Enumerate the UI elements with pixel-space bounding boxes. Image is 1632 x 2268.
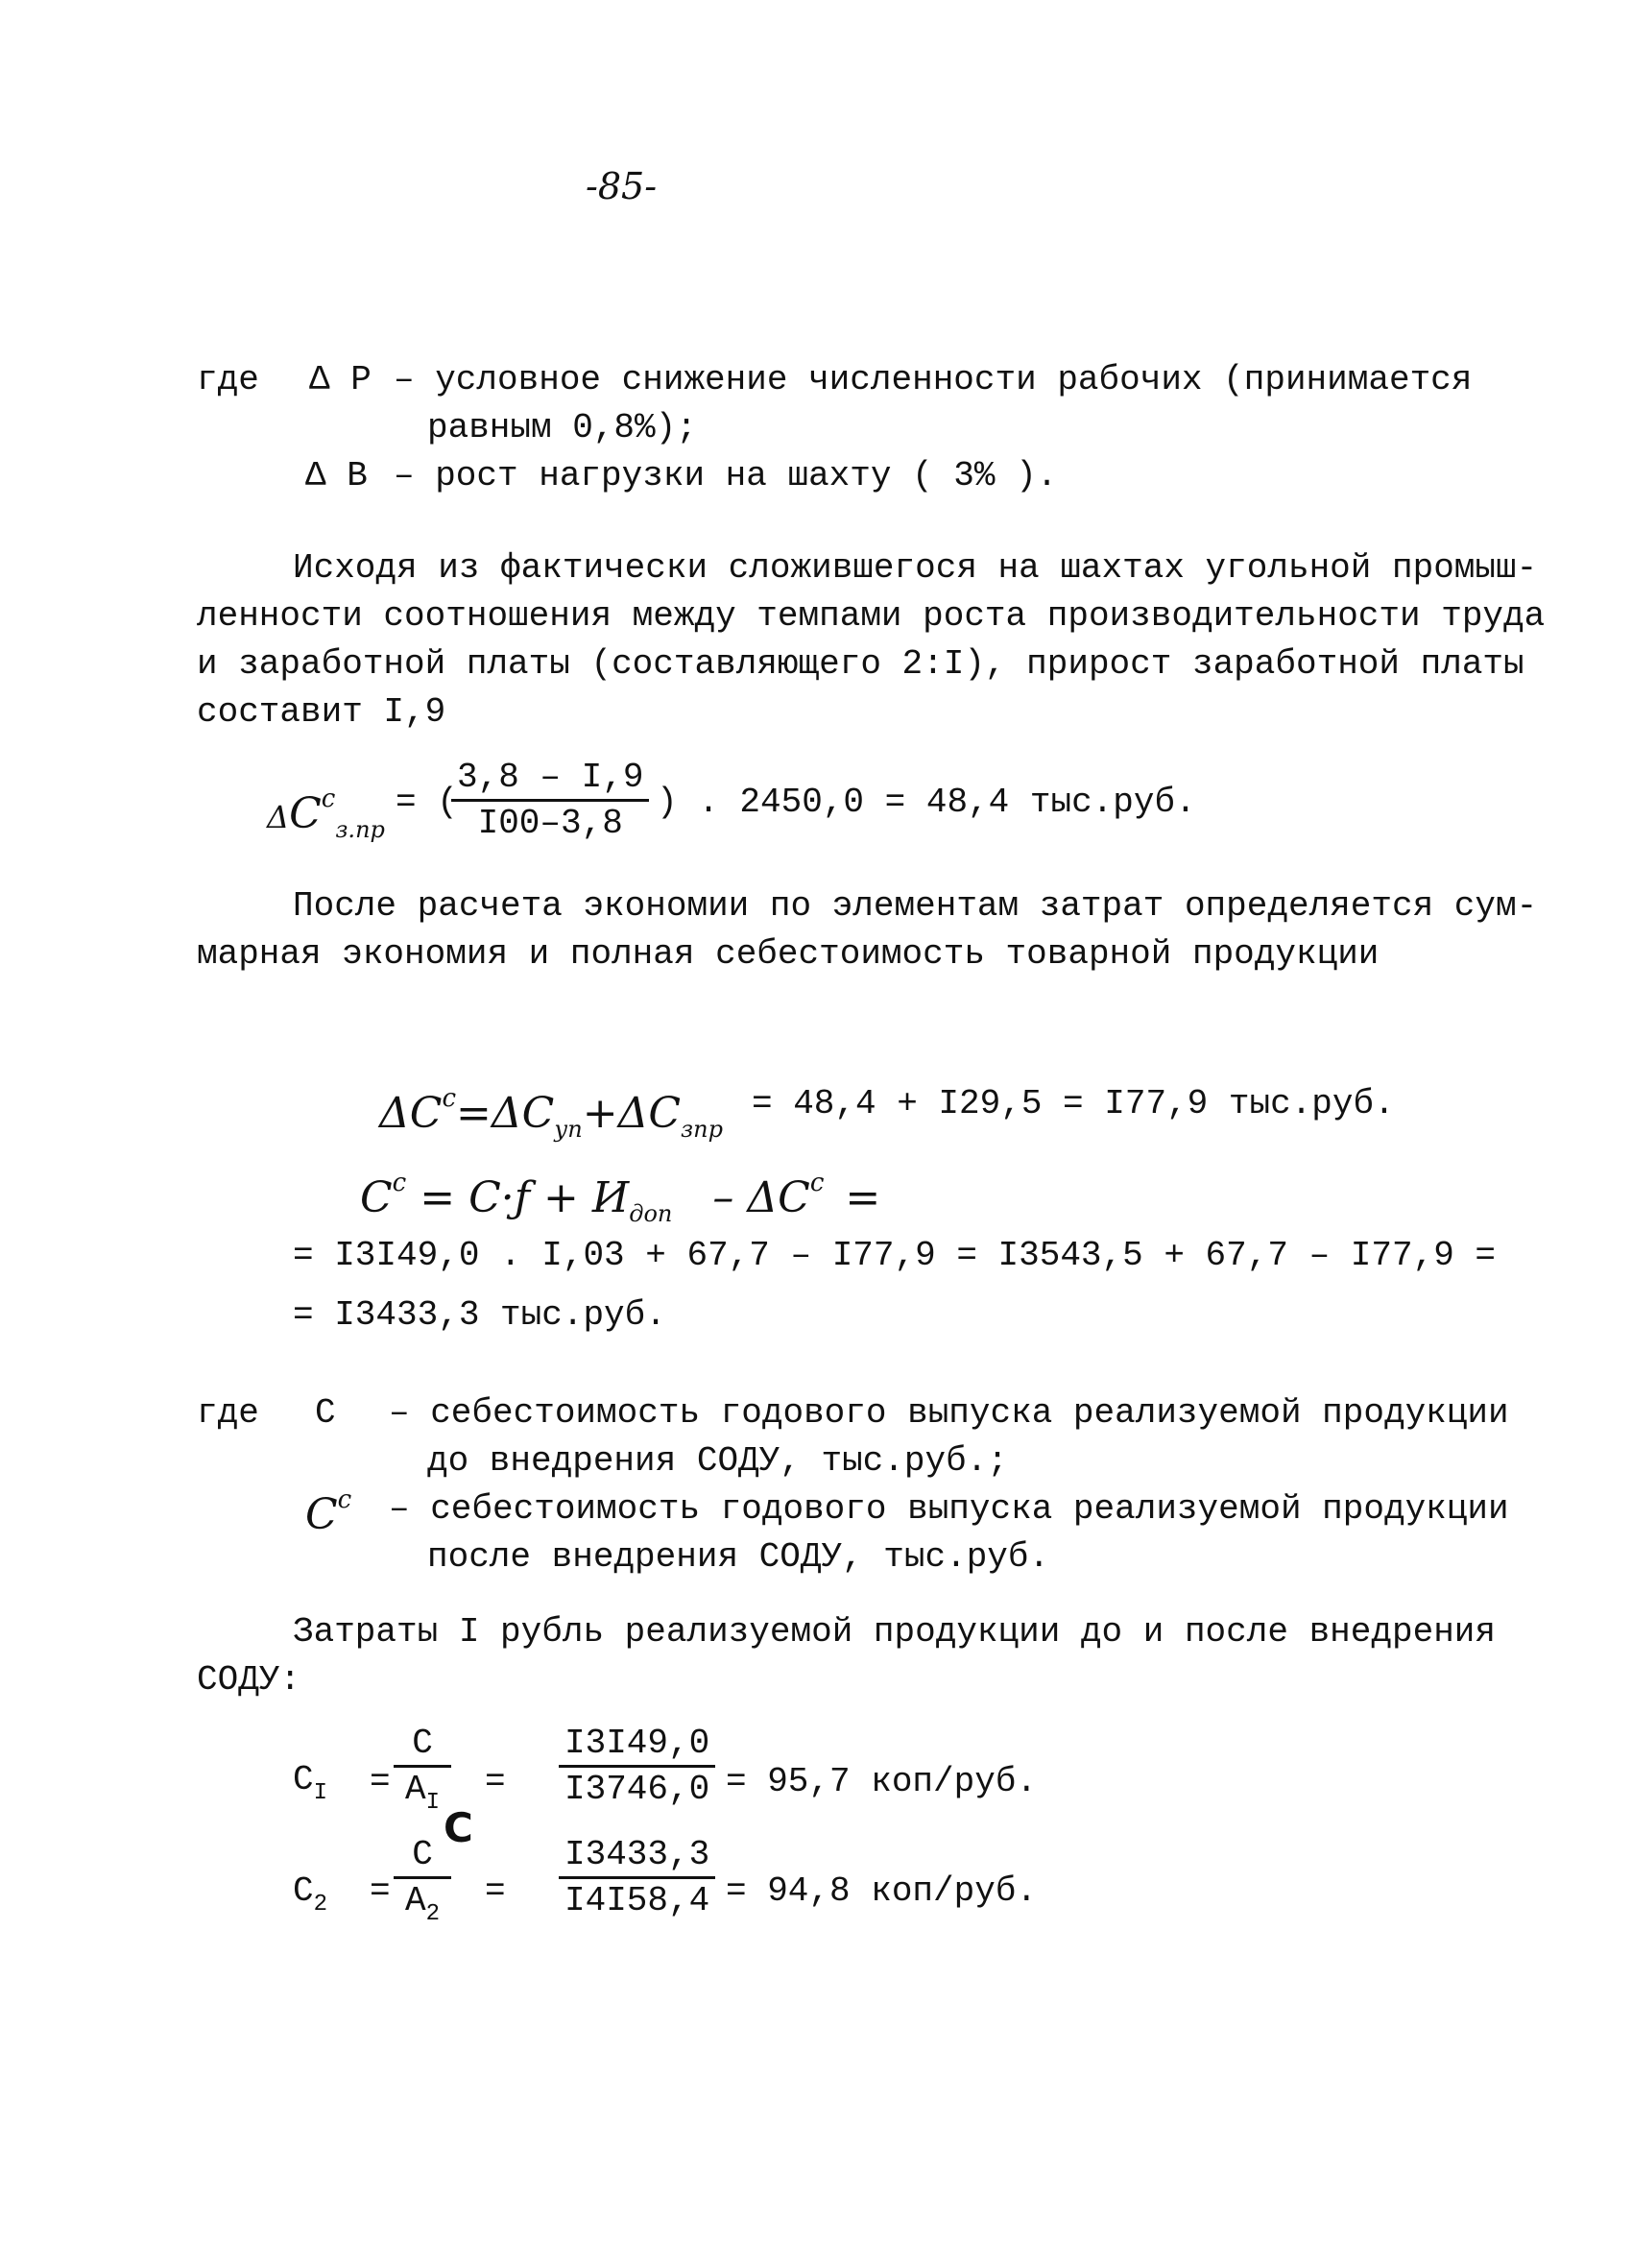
formula-1-denominator: I00–3,8	[477, 804, 623, 843]
paragraph-3-line-1: Затраты I рубль реализуемой продукции до и после внедрения	[293, 1612, 1497, 1652]
c-symbol: С	[315, 1393, 336, 1433]
cost-1-fraction: С $А_I$	[394, 1723, 451, 1825]
paragraph-1-line-2: ленности соотношения между темпами роста производительности труда	[197, 596, 1546, 636]
cost-2-eq: =	[370, 1871, 391, 1911]
paragraph-1-line-1: Исходя из фактически сложившегося на шахтах угольной промыш-	[293, 548, 1538, 588]
formula-1-eq: = (	[396, 783, 458, 822]
paragraph-2-line-2: марная экономия и полная себестоимость товарной продукции	[197, 934, 1380, 974]
formula-2-handwritten: $\Delta C^с=\Delta C_{уп}+\Delta C_{зпр}$	[379, 1084, 723, 1143]
cost-1-label: $С_I$	[293, 1760, 328, 1806]
cost-2-label: $С_2$	[293, 1871, 328, 1918]
delta-b-symbol: Δ В	[305, 456, 368, 495]
cost-2-fraction: С $А_2$	[394, 1834, 451, 1937]
paragraph-1-line-4: составит I,9	[197, 692, 446, 732]
cost-2-value-fraction: $\frac{I3433,3}{I4I58,4}$	[559, 1834, 715, 1923]
formula-3-handwritten: $C^с$ = C·ƒ + $И_{доп} - \Delta C^с$ =	[360, 1169, 881, 1227]
cost-1-result: = 95,7 коп/руб.	[726, 1762, 1038, 1801]
formula-1-rest: ) . 2450,0 = 48,4 тыс.руб.	[657, 783, 1196, 822]
paragraph-2-line-1: После расчета экономии по элементам затрат определяется сум-	[293, 886, 1538, 926]
c-text: – себестоимость годового выпуска реализуемой продукции	[389, 1393, 1509, 1433]
cc-text: – себестоимость годового выпуска реализуемой продукции	[389, 1489, 1509, 1529]
cost-2-result: = 94,8 коп/руб.	[726, 1871, 1038, 1911]
c-text-cont: до внедрения СОДУ, тыс.руб.;	[427, 1441, 1008, 1481]
formula-2-typed: = 48,4 + I29,5 = I77,9 тыс.руб.	[752, 1084, 1395, 1123]
cc-symbol: $C^с$	[305, 1485, 352, 1539]
paragraph-1-line-3: и заработной платы (составляющего 2:I), прирост заработной платы	[197, 644, 1524, 684]
handwritten-c-mark: С	[444, 1804, 473, 1851]
paragraph-3-line-2: СОДУ:	[197, 1660, 301, 1700]
cost-2-eq-2: =	[485, 1871, 506, 1911]
delta-p-text: – условное снижение численности рабочих (принимается	[394, 360, 1473, 399]
cost-1-eq-2: =	[485, 1762, 506, 1801]
delta-b-text: – рост нагрузки на шахту ( 3% ).	[394, 456, 1058, 495]
formula-1-fraction	[451, 757, 649, 846]
cc-text-cont: после внедрения СОДУ, тыс.руб.	[427, 1537, 1050, 1577]
formula-3-line-3: = I3433,3 тыс.руб.	[293, 1295, 666, 1335]
formula-3-line-2: = I3I49,0 . I,03 + 67,7 – I77,9 = I3543,5 + 67,7 – I77,9 =	[293, 1236, 1497, 1275]
page-number: -85-	[586, 165, 658, 207]
formula-1-lhs: $\Delta C^с_{з.пр}$	[267, 784, 385, 843]
delta-p-text-cont: равным 0,8%);	[427, 408, 697, 447]
cost-1-eq: =	[370, 1762, 391, 1801]
delta-symbol: Δ	[267, 799, 290, 835]
formula-1-numerator: 3,8 – I,9	[451, 757, 649, 802]
where-label-2: где	[197, 1393, 259, 1433]
cost-1-value-fraction: $\frac{I3I49,0}{I3746,0}$	[559, 1723, 715, 1812]
where-label: где	[197, 360, 259, 399]
delta-p-symbol: Δ Р	[309, 360, 372, 399]
